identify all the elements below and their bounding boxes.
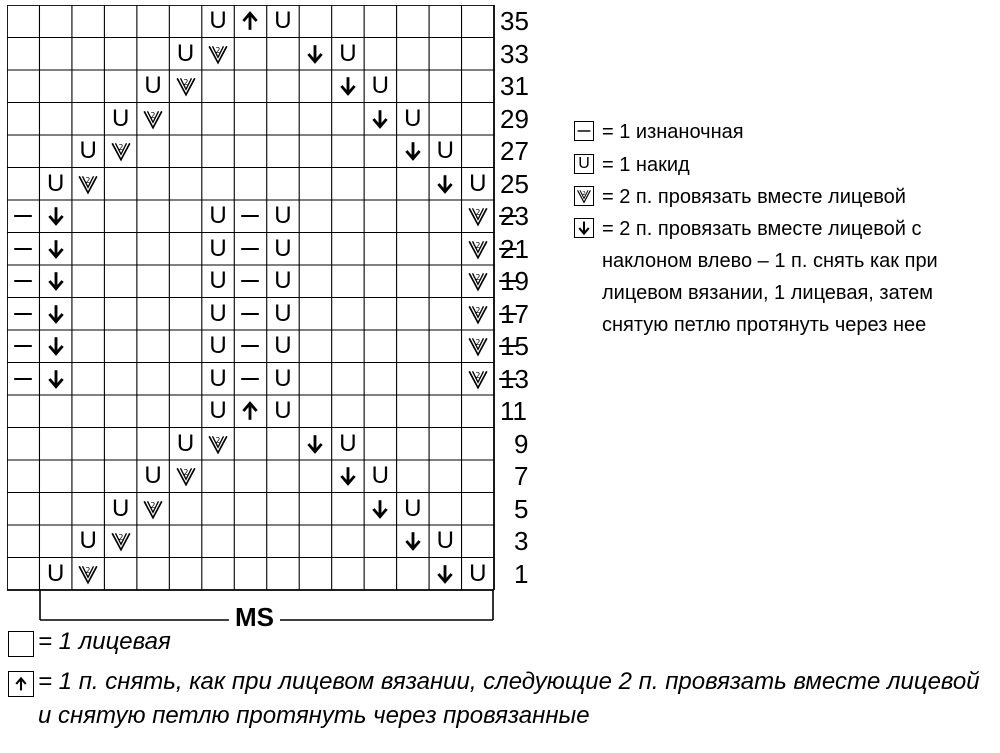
svg-text:2: 2 bbox=[183, 468, 188, 478]
legend-description: = 2 п. провязать вместе лицевой bbox=[602, 186, 906, 208]
yarn-over-glyph: U bbox=[111, 104, 130, 132]
yarn-over-glyph: U bbox=[79, 527, 97, 555]
svg-text:2: 2 bbox=[475, 305, 481, 315]
legend-description: = 1 изнаночная bbox=[602, 121, 744, 143]
yarn-over-glyph: U bbox=[209, 202, 227, 230]
legend-description: = 2 п. провязать вместе лицевой с наклоном влево – 1 п. снять как при лицевом вязании, 1 лицевая, затем снятую петлю протянуть через нее bbox=[602, 218, 938, 336]
legend-description: = 1 п. снять, как при лицевом вязании, следующие 2 п. провязать вместе лицевой и снятую петлю протянуть через провязанные bbox=[38, 668, 980, 729]
legend-description: = 1 накид bbox=[602, 154, 690, 176]
svg-text:2: 2 bbox=[475, 370, 481, 380]
svg-text:2: 2 bbox=[118, 533, 124, 543]
svg-text:2: 2 bbox=[475, 273, 481, 283]
legend-entry bbox=[8, 665, 993, 733]
row-number: 11 bbox=[500, 396, 527, 426]
yarn-over-glyph: U bbox=[144, 72, 162, 100]
svg-text:2: 2 bbox=[150, 110, 156, 120]
row-number: 27 bbox=[500, 136, 529, 166]
yarn-over-glyph: U bbox=[111, 494, 130, 522]
yarn-over-glyph: U bbox=[209, 267, 227, 295]
row-number: 19 bbox=[500, 266, 529, 296]
yarn-over-glyph: U bbox=[176, 39, 195, 67]
yarn-over-glyph: U bbox=[469, 559, 487, 587]
row-number: 33 bbox=[500, 38, 529, 69]
yarn-over-glyph: U bbox=[436, 137, 454, 165]
svg-text:2: 2 bbox=[475, 338, 481, 348]
yarn-over-glyph: U bbox=[209, 234, 227, 262]
svg-text:2: 2 bbox=[475, 208, 481, 218]
yarn-over-glyph: U bbox=[274, 7, 292, 35]
yarn-over-glyph: U bbox=[209, 7, 227, 35]
row-number: 17 bbox=[500, 298, 529, 329]
legend-entry bbox=[574, 149, 990, 181]
row-number: 15 bbox=[500, 331, 529, 361]
yarn-over-glyph: U bbox=[47, 169, 65, 197]
yarn-over-glyph: U bbox=[274, 397, 292, 425]
yarn-over-glyph: U bbox=[274, 299, 292, 327]
yarn-over-glyph: U bbox=[436, 527, 454, 555]
yarn-over-glyph: U bbox=[274, 234, 292, 262]
yarn-over-glyph: U bbox=[371, 72, 390, 100]
svg-text:2: 2 bbox=[85, 175, 91, 185]
yarn-over-glyph: U bbox=[339, 429, 357, 457]
left-decrease-arrow-icon bbox=[574, 218, 594, 238]
svg-text:2: 2 bbox=[475, 240, 481, 250]
yarn-over-glyph: U bbox=[578, 155, 590, 172]
yarn-over-glyph: U bbox=[274, 364, 292, 392]
row-number: 35 bbox=[500, 6, 529, 36]
knit-two-together-icon bbox=[574, 186, 594, 206]
yarn-over-glyph: U bbox=[371, 462, 390, 490]
legend-entry bbox=[574, 116, 990, 148]
yarn-over-glyph: U bbox=[339, 39, 357, 67]
legend-description: = 1 лицевая bbox=[38, 628, 171, 655]
double-decrease-arrow-icon bbox=[8, 671, 34, 697]
row-number: 29 bbox=[500, 103, 529, 134]
yarn-over-glyph: U bbox=[176, 429, 195, 457]
row-number: 5 bbox=[514, 493, 529, 524]
yarn-over-glyph: U bbox=[79, 137, 97, 165]
svg-text:2: 2 bbox=[183, 78, 188, 88]
svg-text:2: 2 bbox=[85, 565, 91, 575]
row-number: 13 bbox=[500, 363, 529, 394]
legend-entry bbox=[574, 213, 990, 341]
yarn-over-glyph: U bbox=[144, 462, 162, 490]
yarn-over-glyph: U bbox=[209, 364, 227, 392]
knit-stitch-box bbox=[8, 631, 34, 657]
yarn-over-glyph: U bbox=[469, 169, 487, 197]
svg-text:2: 2 bbox=[215, 45, 221, 55]
yarn-over-glyph: U bbox=[209, 397, 227, 425]
row-number: 1 bbox=[514, 558, 529, 589]
legend-entry bbox=[574, 181, 990, 213]
yarn-over-glyph: U bbox=[404, 104, 422, 132]
yarn-over-glyph: U bbox=[47, 559, 65, 587]
yarn-over-glyph: U bbox=[209, 332, 227, 360]
yarn-over-glyph: U bbox=[274, 332, 292, 360]
legend-entry bbox=[8, 625, 993, 659]
row-number: 23 bbox=[500, 201, 529, 231]
svg-text:2: 2 bbox=[118, 143, 124, 153]
row-number: 21 bbox=[500, 233, 529, 264]
svg-text:2: 2 bbox=[215, 435, 221, 445]
row-number: 3 bbox=[514, 526, 529, 556]
svg-text:2: 2 bbox=[582, 191, 586, 198]
row-number: 7 bbox=[514, 461, 529, 491]
yarn-over-glyph: U bbox=[274, 267, 292, 295]
row-number: 9 bbox=[514, 428, 529, 459]
yarn-over-symbol bbox=[574, 154, 594, 174]
yarn-over-glyph: U bbox=[209, 299, 227, 327]
row-number: 31 bbox=[500, 71, 529, 101]
yarn-over-glyph: U bbox=[274, 202, 292, 230]
svg-text:2: 2 bbox=[150, 500, 156, 510]
row-number: 25 bbox=[500, 168, 529, 199]
yarn-over-glyph: U bbox=[404, 494, 422, 522]
repeat-label: MS bbox=[229, 602, 280, 633]
purl-symbol bbox=[574, 121, 594, 141]
